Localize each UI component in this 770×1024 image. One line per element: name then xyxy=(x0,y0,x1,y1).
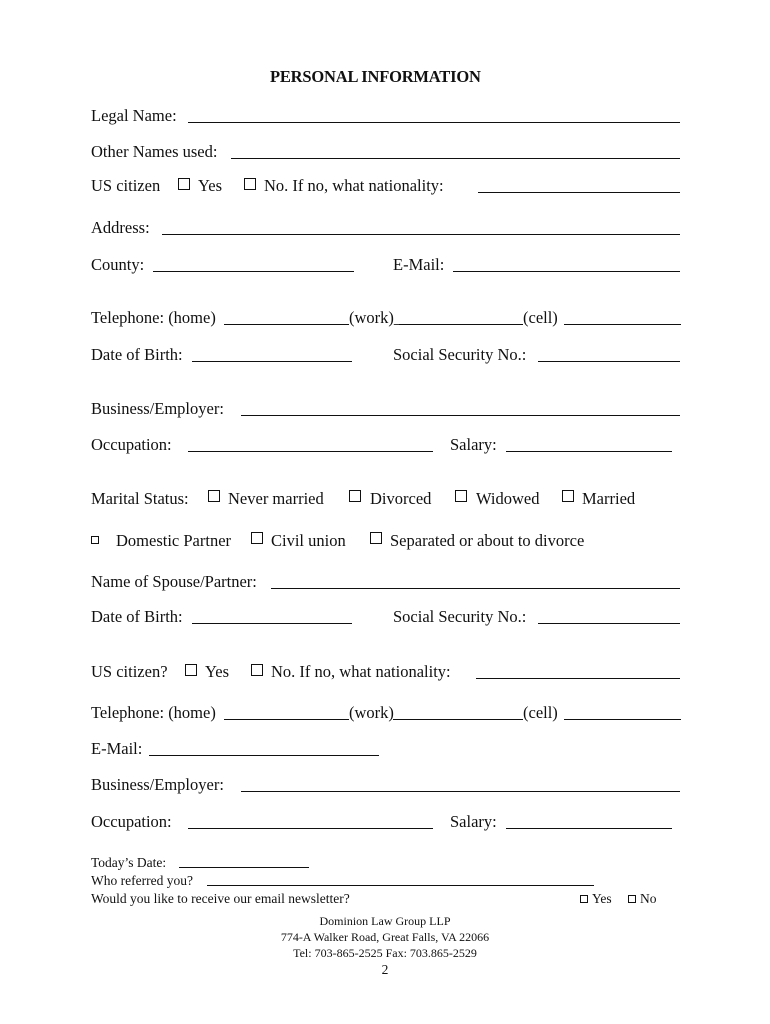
telephone-cell-field[interactable] xyxy=(564,324,681,325)
separated-checkbox[interactable] xyxy=(370,532,382,544)
never-married-label: Never married xyxy=(228,489,324,508)
footer-contact: Tel: 703-865-2525 Fax: 703.865-2529 xyxy=(293,946,477,960)
newsletter-yes-checkbox[interactable] xyxy=(580,895,588,903)
separated-label: Separated or about to divorce xyxy=(390,531,585,550)
spouse-business-label: Business/Employer: xyxy=(91,775,224,794)
page-title: PERSONAL INFORMATION xyxy=(270,67,481,86)
spouse-name-field[interactable] xyxy=(271,588,680,589)
dob-label: Date of Birth: xyxy=(91,345,183,364)
widowed-checkbox[interactable] xyxy=(455,490,467,502)
spouse-telephone-cell-field[interactable] xyxy=(564,719,681,720)
telephone-work-field[interactable] xyxy=(399,324,523,325)
spouse-ssn-label: Social Security No.: xyxy=(393,607,527,626)
referred-label: Who referred you? xyxy=(91,873,193,888)
spouse-ssn-field[interactable] xyxy=(538,623,680,624)
salary-field[interactable] xyxy=(506,451,672,452)
never-married-checkbox[interactable] xyxy=(208,490,220,502)
domestic-partner-checkbox[interactable] xyxy=(91,536,99,544)
civil-union-checkbox[interactable] xyxy=(251,532,263,544)
legal-name-field[interactable] xyxy=(188,122,680,123)
spouse-email-label: E-Mail: xyxy=(91,739,143,758)
nationality-field[interactable] xyxy=(478,192,680,193)
spouse-occupation-field[interactable] xyxy=(188,828,433,829)
spouse-telephone-home-field[interactable] xyxy=(224,719,349,720)
legal-name-label: Legal Name: xyxy=(91,106,177,125)
spouse-us-citizen-no-checkbox[interactable] xyxy=(251,664,263,676)
newsletter-no-checkbox[interactable] xyxy=(628,895,636,903)
us-citizen-no-checkbox[interactable] xyxy=(244,178,256,190)
footer-address: 774-A Walker Road, Great Falls, VA 22066 xyxy=(280,930,490,944)
domestic-partner-label: Domestic Partner xyxy=(116,531,232,550)
spouse-telephone-work-label: (work) xyxy=(349,703,394,722)
telephone-home-label: Telephone: (home) xyxy=(91,308,216,327)
address-field[interactable] xyxy=(162,234,680,235)
spouse-dob-field[interactable] xyxy=(192,623,352,624)
divorced-label: Divorced xyxy=(370,489,432,508)
spouse-us-citizen-no-label: No. If no, what nationality: xyxy=(271,662,451,681)
us-citizen-no-label: No. If no, what nationality: xyxy=(264,176,444,195)
us-citizen-yes-label: Yes xyxy=(198,176,223,195)
spouse-us-citizen-yes-checkbox[interactable] xyxy=(185,664,197,676)
todays-date-label: Today’s Date: xyxy=(91,855,167,870)
county-field[interactable] xyxy=(153,271,354,272)
business-label: Business/Employer: xyxy=(91,399,224,418)
us-citizen-label: US citizen xyxy=(91,176,161,195)
spouse-nationality-field[interactable] xyxy=(476,678,680,679)
widowed-label: Widowed xyxy=(476,489,540,508)
spouse-occupation-label: Occupation: xyxy=(91,812,172,831)
page-number: 2 xyxy=(381,962,389,977)
spouse-telephone-cell-label: (cell) xyxy=(523,703,558,722)
newsletter-yes-label: Yes xyxy=(592,891,612,906)
spouse-telephone-work-field[interactable] xyxy=(393,719,523,720)
spouse-salary-label: Salary: xyxy=(450,812,497,831)
spouse-us-citizen-label: US citizen? xyxy=(91,662,168,681)
other-names-label: Other Names used: xyxy=(91,142,218,161)
ssn-field[interactable] xyxy=(538,361,680,362)
divorced-checkbox[interactable] xyxy=(349,490,361,502)
telephone-cell-label: (cell) xyxy=(523,308,558,327)
spouse-dob-label: Date of Birth: xyxy=(91,607,183,626)
occupation-field[interactable] xyxy=(188,451,433,452)
spouse-salary-field[interactable] xyxy=(506,828,672,829)
other-names-field[interactable] xyxy=(231,158,680,159)
civil-union-label: Civil union xyxy=(271,531,346,550)
email-label: E-Mail: xyxy=(393,255,445,274)
dob-field[interactable] xyxy=(192,361,352,362)
newsletter-label: Would you like to receive our email newsletter? xyxy=(91,891,350,906)
newsletter-no-label: No xyxy=(640,891,657,906)
county-label: County: xyxy=(91,255,145,274)
email-field[interactable] xyxy=(453,271,680,272)
business-field[interactable] xyxy=(241,415,680,416)
referred-field[interactable] xyxy=(207,885,594,886)
occupation-label: Occupation: xyxy=(91,435,172,454)
footer-firm-name: Dominion Law Group LLP xyxy=(319,914,451,928)
salary-label: Salary: xyxy=(450,435,497,454)
ssn-label: Social Security No.: xyxy=(393,345,527,364)
telephone-home-field[interactable] xyxy=(224,324,349,325)
us-citizen-yes-checkbox[interactable] xyxy=(178,178,190,190)
spouse-business-field[interactable] xyxy=(241,791,680,792)
marital-status-label: Marital Status: xyxy=(91,489,189,508)
address-label: Address: xyxy=(91,218,150,237)
spouse-telephone-home-label: Telephone: (home) xyxy=(91,703,216,722)
married-checkbox[interactable] xyxy=(562,490,574,502)
todays-date-field[interactable] xyxy=(179,867,309,868)
spouse-us-citizen-yes-label: Yes xyxy=(205,662,230,681)
spouse-email-field[interactable] xyxy=(149,755,379,756)
married-label: Married xyxy=(582,489,636,508)
telephone-work-label: (work)_ xyxy=(349,308,403,327)
spouse-name-label: Name of Spouse/Partner: xyxy=(91,572,257,591)
